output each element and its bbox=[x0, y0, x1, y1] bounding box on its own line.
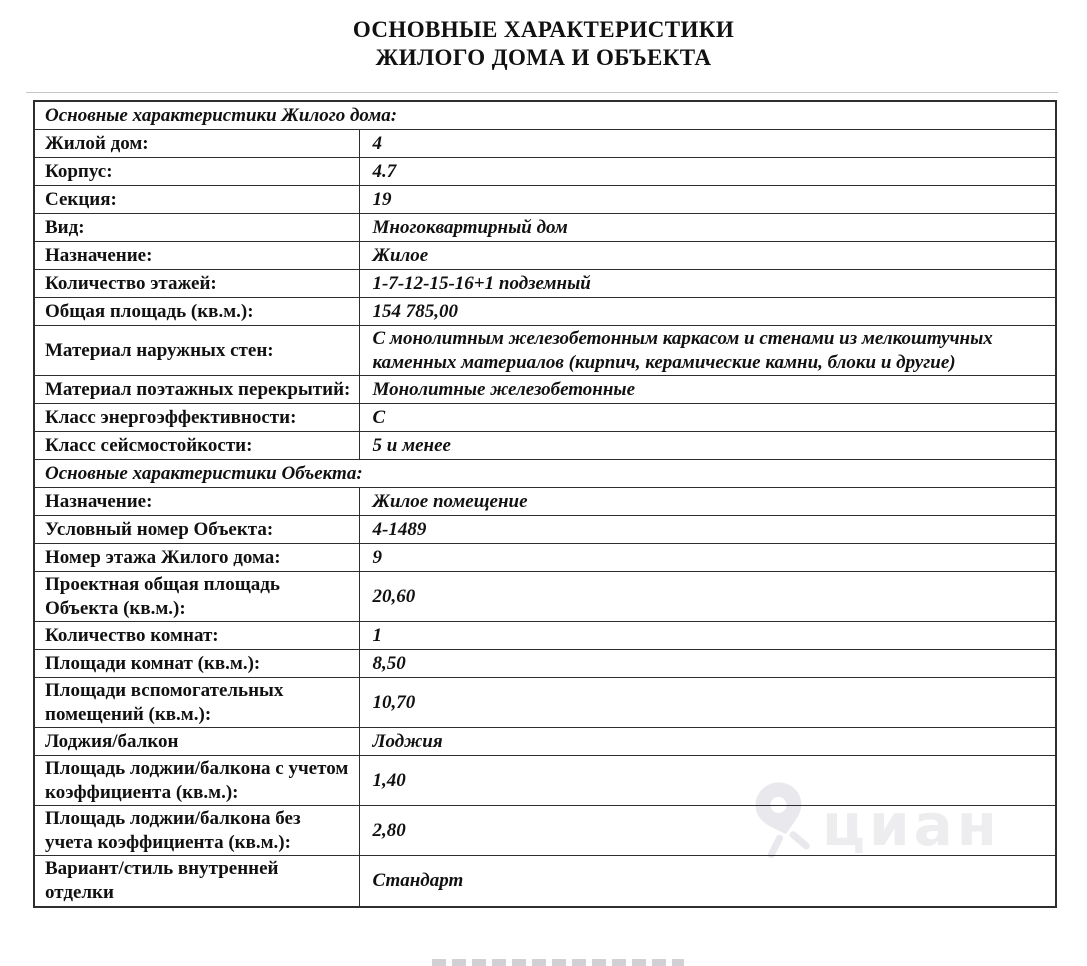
row-label-cell: Площадь лоджии/балкона без учета коэффициента (кв.м.): bbox=[34, 806, 359, 856]
cian-watermark-text: циан bbox=[822, 791, 1001, 859]
table-row bbox=[34, 856, 1056, 907]
table-row bbox=[34, 756, 1056, 806]
row-value-cell: 4.7 bbox=[359, 158, 1056, 186]
row-label-cell: Класс сейсмостойкости: bbox=[34, 432, 359, 460]
document-title-line1: ОСНОВНЫЕ ХАРАКТЕРИСТИКИ bbox=[352, 17, 735, 42]
table-row bbox=[34, 488, 1056, 516]
table-row bbox=[34, 622, 1056, 650]
row-label-cell: Назначение: bbox=[34, 488, 359, 516]
table-row bbox=[34, 678, 1056, 728]
row-label-cell: Площади вспомогательных помещений (кв.м.): bbox=[34, 678, 359, 728]
row-value-cell: 10,70 bbox=[359, 678, 1056, 728]
characteristics-table bbox=[33, 100, 1057, 908]
table-row bbox=[34, 806, 1056, 856]
row-label-cell: Жилой дом: bbox=[34, 130, 359, 158]
row-value-cell: 1,40 bbox=[359, 756, 1056, 806]
row-value-cell: 5 и менее bbox=[359, 432, 1056, 460]
row-label-cell: Условный номер Объекта: bbox=[34, 516, 359, 544]
table-row bbox=[34, 544, 1056, 572]
row-label-cell: Количество комнат: bbox=[34, 622, 359, 650]
row-value-cell: 4-1489 bbox=[359, 516, 1056, 544]
table-row bbox=[34, 432, 1056, 460]
row-label-cell: Класс энергоэффективности: bbox=[34, 404, 359, 432]
table-row bbox=[34, 214, 1056, 242]
section-header-row bbox=[34, 101, 1056, 130]
table-row bbox=[34, 404, 1056, 432]
document-title-line2: ЖИЛОГО ДОМА И ОБЪЕКТА bbox=[375, 44, 712, 70]
row-label-cell: Лоджия/балкон bbox=[34, 728, 359, 756]
row-value-cell: Монолитные железобетонные bbox=[359, 376, 1056, 404]
row-value-cell: 9 bbox=[359, 544, 1056, 572]
cutoff-text-top-fragment bbox=[432, 959, 684, 966]
row-value-cell: С монолитным железобетонным каркасом и стенами из мелкоштучных каменных материалов (кирпич, керамические камни, блоки и другие) bbox=[359, 326, 1056, 376]
row-value-cell: 19 bbox=[359, 186, 1056, 214]
row-label-cell: Корпус: bbox=[34, 158, 359, 186]
row-label-cell: Вариант/стиль внутренней отделки bbox=[34, 856, 359, 907]
scan-artifact-line bbox=[26, 92, 1058, 93]
table-row bbox=[34, 186, 1056, 214]
row-label-cell: Площади комнат (кв.м.): bbox=[34, 650, 359, 678]
row-label-cell: Площадь лоджии/балкона с учетом коэффициента (кв.м.): bbox=[34, 756, 359, 806]
section-header-row bbox=[34, 460, 1056, 488]
row-value-cell: 4 bbox=[359, 130, 1056, 158]
table-row bbox=[34, 158, 1056, 186]
row-label-cell: Материал поэтажных перекрытий: bbox=[34, 376, 359, 404]
row-value-cell: Многоквартирный дом bbox=[359, 214, 1056, 242]
row-label-cell: Номер этажа Жилого дома: bbox=[34, 544, 359, 572]
table-row bbox=[34, 130, 1056, 158]
row-label-cell: Проектная общая площадь Объекта (кв.м.): bbox=[34, 572, 359, 622]
row-value-cell: С bbox=[359, 404, 1056, 432]
row-value-cell: Лоджия bbox=[359, 728, 1056, 756]
row-label-cell: Вид: bbox=[34, 214, 359, 242]
table-row bbox=[34, 270, 1056, 298]
row-value-cell: 1-7-12-15-16+1 подземный bbox=[359, 270, 1056, 298]
table-row bbox=[34, 298, 1056, 326]
table-row bbox=[34, 572, 1056, 622]
table-row bbox=[34, 326, 1056, 376]
section-header-cell: Основные характеристики Объекта: bbox=[34, 460, 1056, 488]
row-value-cell: 2,80 bbox=[359, 806, 1056, 856]
row-value-cell: 8,50 bbox=[359, 650, 1056, 678]
table-row bbox=[34, 516, 1056, 544]
row-label-cell: Материал наружных стен: bbox=[34, 326, 359, 376]
table-row bbox=[34, 376, 1056, 404]
row-value-cell: Жилое bbox=[359, 242, 1056, 270]
document-title bbox=[0, 16, 1087, 71]
row-label-cell: Количество этажей: bbox=[34, 270, 359, 298]
row-value-cell: Жилое помещение bbox=[359, 488, 1056, 516]
table-row bbox=[34, 728, 1056, 756]
row-value-cell: Стандарт bbox=[359, 856, 1056, 907]
row-label-cell: Назначение: bbox=[34, 242, 359, 270]
row-value-cell: 1 bbox=[359, 622, 1056, 650]
row-value-cell: 154 785,00 bbox=[359, 298, 1056, 326]
section-header-cell: Основные характеристики Жилого дома: bbox=[34, 101, 1056, 130]
table-row bbox=[34, 650, 1056, 678]
row-label-cell: Общая площадь (кв.м.): bbox=[34, 298, 359, 326]
table-row bbox=[34, 242, 1056, 270]
row-value-cell: 20,60 bbox=[359, 572, 1056, 622]
row-label-cell: Секция: bbox=[34, 186, 359, 214]
